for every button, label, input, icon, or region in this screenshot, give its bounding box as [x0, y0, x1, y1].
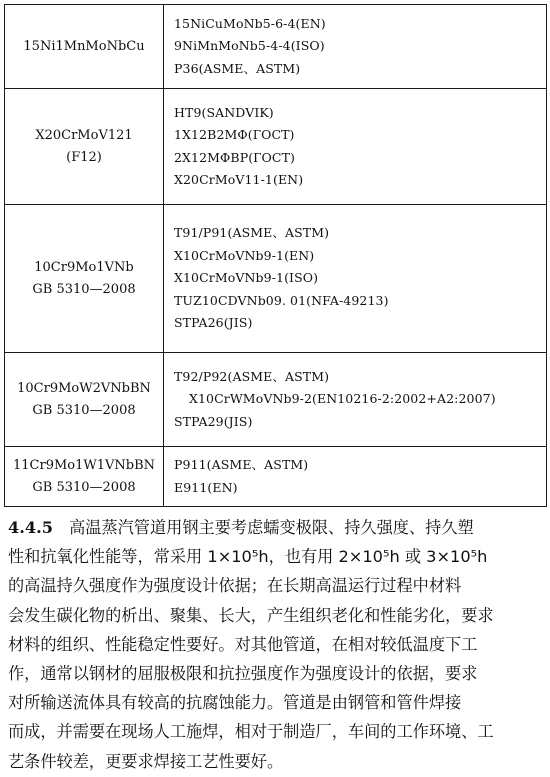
equivalent-grade: 9NiMnMoNb5-4-4(ISO): [174, 38, 325, 54]
table-row: [5, 205, 547, 353]
equivalent-grade: X10CrMoVNb9-1(EN): [174, 247, 315, 263]
equivalent-grade: 1X12B2MΦ(ГOCT): [174, 127, 295, 142]
equivalents-cell: [164, 89, 547, 205]
grade-cell: [5, 447, 164, 507]
grade-cell: [5, 5, 164, 89]
equivalent-grade: STPA26(JIS): [174, 315, 253, 331]
grade-standard: GB 5310—2008: [32, 479, 136, 495]
equivalent-grade: X10CrMoVNb9-1(ISO): [174, 270, 319, 286]
equivalent-grade: P36(ASME、ASTM): [174, 60, 301, 76]
table-row: [5, 5, 547, 89]
equivalent-grade: X20CrMoV11-1(EN): [174, 172, 304, 187]
table-row: [5, 353, 547, 447]
equivalent-grade: STPA29(JIS): [174, 413, 253, 429]
section-4-4-5: [8, 513, 544, 776]
paragraph-line: [8, 513, 544, 542]
table-body: [5, 5, 547, 507]
equivalent-grade: X10CrWMoVNb9-2(EN10216-2:2002+A2:2007): [189, 391, 496, 407]
paragraph-line: 会发生碳化物的析出、聚集、长大，产生组织老化和性能劣化，要求: [8, 605, 494, 625]
grade-name: 15Ni1MnMoNbCu: [23, 38, 145, 54]
steel-grade-table: [4, 4, 547, 507]
equivalent-grade: 2X12MΦBP(ГOCT): [174, 149, 295, 165]
grade-name: X20CrMoV121: [35, 127, 133, 143]
paragraph-text: 高温蒸汽管道用钢主要考虑蠕变极限、持久强度、持久塑: [69, 518, 474, 537]
paragraph-line: 对所输送流体具有较高的抗腐蚀能力。管道是由钢管和管件焊接: [8, 693, 462, 713]
equivalent-grade: T91/P91(ASME、ASTM): [174, 225, 330, 241]
grade-standard: GB 5310—2008: [32, 281, 136, 297]
equivalent-grade: TUZ10CDVNb09. 01(NFA-49213): [174, 292, 389, 308]
paragraph-line: 而成，并需要在现场人工施焊，相对于制造厂，车间的工作环境、工: [8, 722, 494, 742]
equivalents-cell: [164, 205, 547, 353]
grade-cell: [5, 353, 164, 447]
paragraph-line: 材料的组织、性能稳定性要好。对其他管道，在相对较低温度下工: [8, 634, 478, 654]
grade-cell: [5, 205, 164, 353]
grade-note: (F12): [66, 149, 102, 165]
paragraph-line: 性和抗氧化性能等，常采用 1×10⁵h，也有用 2×10⁵h 或 3×10⁵h: [8, 547, 488, 567]
grade-name: 11Cr9Mo1W1VNbBN: [12, 457, 156, 473]
equivalent-grade: 15NiCuMoNb5-6-4(EN): [174, 15, 326, 31]
paragraph-line: 艺条件较差，更要求焊接工艺性要好。: [8, 751, 284, 771]
equivalents-cell: [164, 353, 547, 447]
grade-cell: [5, 89, 164, 205]
grade-name: 10Cr9Mo1VNb: [34, 259, 134, 275]
grade-name: 10Cr9MoW2VNbBN: [17, 380, 151, 396]
table-row: [5, 447, 547, 507]
equivalent-grade: HT9(SANDVIK): [174, 104, 274, 120]
equivalent-grade: P911(ASME、ASTM): [174, 457, 309, 472]
equivalent-grade: E911(EN): [174, 479, 238, 495]
paragraph-line: 作，通常以钢材的屈服极限和抗拉强度作为强度设计的依据，要求: [8, 664, 478, 684]
paragraph-line: 的高温持久强度作为强度设计依据；在长期高温运行过程中材料: [8, 576, 462, 596]
section-number: 4.4.5: [8, 518, 54, 537]
table-row: [5, 89, 547, 205]
grade-standard: GB 5310—2008: [32, 402, 136, 418]
equivalents-cell: [164, 5, 547, 89]
equivalent-grade: T92/P92(ASME、ASTM): [174, 368, 330, 384]
equivalents-cell: [164, 447, 547, 507]
